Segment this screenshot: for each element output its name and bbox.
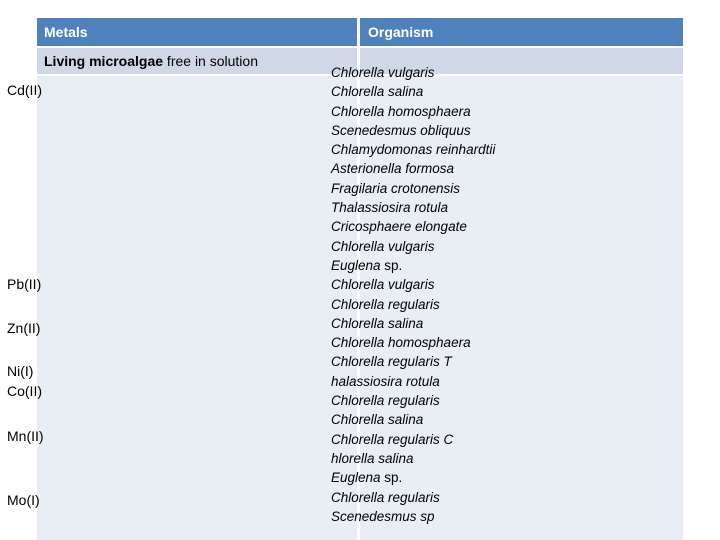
organism-item: Chlorella vulgaris [331,277,435,293]
organism-genus: Euglena [331,470,381,486]
header-metals: Metals [37,18,357,46]
metal-ni: Ni(I) [7,363,34,379]
organism-item: halassiosira rotula [331,373,440,389]
organism-item: Chlorella regularis [331,489,440,505]
organism-item-euglena [331,256,495,275]
organism-item: Cricosphaere elongate [331,219,467,235]
organism-item: Fragilaria crotonensis [331,180,461,196]
organism-item: Chlorella vulgaris [331,238,435,254]
metal-mo: Mo(I) [7,492,40,508]
organism-item: Chlorella salina [331,84,424,100]
organism-item: Chlorella salina [331,412,424,428]
metal-pb: Pb(II) [7,276,42,292]
organism-item: Asterionella formosa [331,161,455,177]
species-suffix: sp. [380,470,403,486]
organism-list [331,63,495,526]
organism-item: Thalassiosira rotula [331,200,449,216]
organism-item: Chlorella vulgaris [331,65,435,80]
organism-item-euglena [331,468,495,487]
organism-item: Chlorella homosphaera [331,103,471,119]
subheader-living-microalgae [37,48,357,74]
organism-item: Chlorella salina [331,315,424,331]
organism-item: Chlorella regularis T [331,354,452,370]
organism-item: Chlorella regularis [331,296,440,312]
metal-co: Co(II) [7,383,42,399]
header-organism: Organism [360,18,683,46]
metals-column [37,76,357,540]
organism-item: Chlorella regularis [331,393,440,409]
organism-genus: Euglena [331,257,381,273]
organism-item: Scenedesmus obliquus [331,122,471,138]
species-suffix: sp. [380,257,403,273]
subheader-rest: free in solution [163,53,258,69]
organism-item: Chlamydomonas reinhardtii [331,142,496,158]
metal-zn: Zn(II) [7,320,41,336]
organism-item: Scenedesmus sp [331,508,435,524]
organism-item: Chlorella regularis C [331,431,454,447]
metal-cd: Cd(II) [7,82,42,98]
organism-item: hlorella salina [331,450,414,466]
organism-item: Chlorella homosphaera [331,335,471,351]
subheader-bold: Living microalgae [44,53,164,69]
metal-mn: Mn(II) [7,428,44,444]
